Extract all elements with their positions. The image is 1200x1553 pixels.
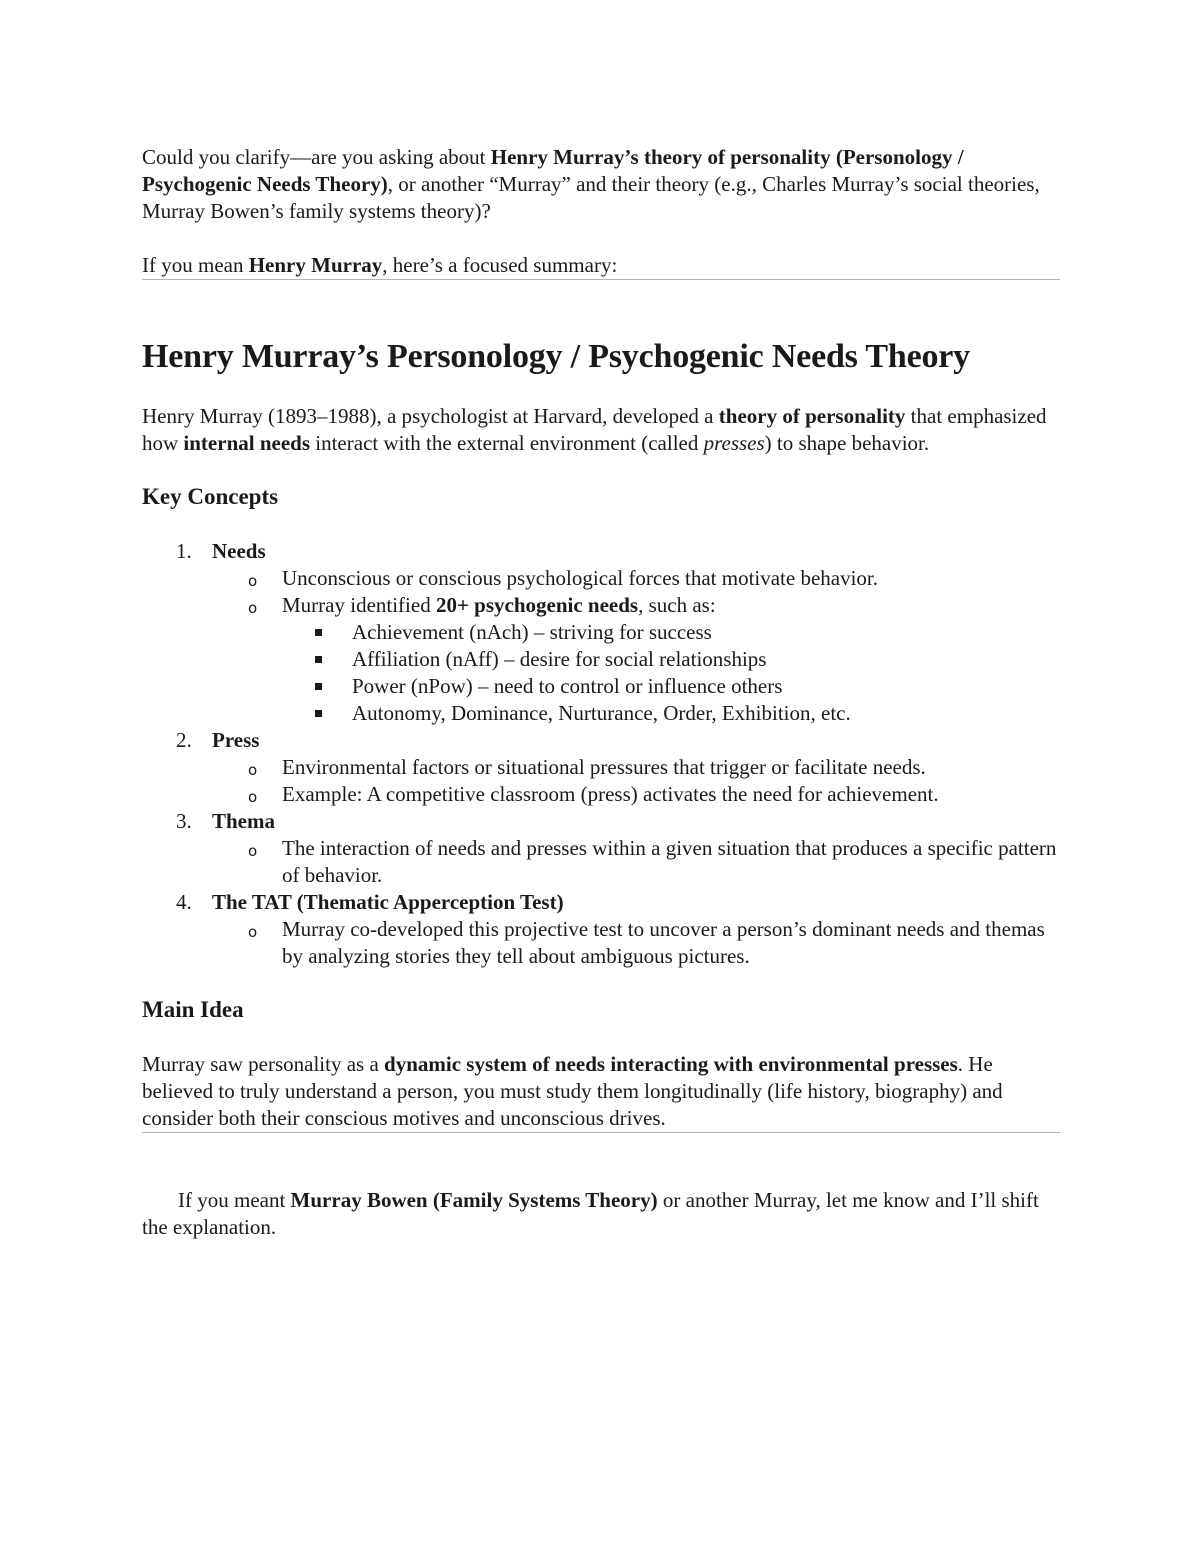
intro-bold: Henry Murray’s theory of personality (Personology / Psychogenic Needs Theory) — [142, 145, 964, 196]
concept-item-needs — [142, 538, 1060, 727]
main-heading: Henry Murray’s Personology / Psychogenic Needs Theory — [142, 338, 970, 375]
concept-sub-list — [212, 565, 1060, 727]
needs-examples-list — [282, 619, 1060, 727]
circle-bullet-icon: o — [248, 761, 258, 779]
key-concepts-heading: Key Concepts — [142, 484, 279, 509]
definition-paragraph — [142, 403, 1060, 457]
concept-sub-list — [212, 754, 1060, 808]
sub-item-text: The interaction of needs and presses within a given situation that produces a specific pattern of behavior. — [282, 836, 1057, 887]
main-idea-text-2: . He believed to truly understand a person, you must study them longitudinally (life history, biography) and consider both their conscious motives and unconscious drives. — [142, 1052, 1003, 1130]
concept-sub-list — [212, 916, 1060, 970]
concept-item-thema — [142, 808, 1060, 889]
main-idea-bold: dynamic system of needs interacting with environmental presses — [384, 1052, 958, 1076]
concept-number: 1. — [176, 539, 192, 563]
concept-item-press — [142, 727, 1060, 808]
needs-example-text: Power (nPow) – need to control or influence others — [352, 674, 783, 698]
concept-item-tat — [142, 889, 1060, 970]
horizontal-rule-bottom — [142, 1132, 1060, 1133]
needs-example-item — [282, 646, 1060, 673]
concept-number: 4. — [176, 890, 192, 914]
sub-item-text: Environmental factors or situational pressures that trigger or facilitate needs. — [282, 755, 926, 779]
square-bullet-icon — [315, 629, 322, 636]
definition-text-4: ) to shape behavior. — [764, 431, 930, 455]
document-page — [142, 140, 1060, 1241]
concept-title: The TAT (Thematic Apperception Test) — [212, 890, 564, 914]
sub-list-item — [212, 754, 1060, 781]
concept-title: Press — [212, 728, 260, 752]
intro-text-2: , or another “Murray” and their theory (e.g., Charles Murray’s social theories, Murray Bowen’s family systems theory)? — [142, 172, 1040, 223]
mean-text-2: , here’s a focused summary: — [382, 253, 618, 277]
circle-bullet-icon: o — [248, 788, 258, 806]
definition-bold: theory of personality — [718, 404, 906, 428]
mean-text: If you mean — [142, 253, 249, 277]
sub-list-item — [212, 781, 1060, 808]
sub-list-item — [212, 835, 1060, 889]
horizontal-rule-top — [142, 279, 1060, 280]
needs-example-item — [282, 619, 1060, 646]
main-idea-heading: Main Idea — [142, 997, 244, 1022]
concept-title: Needs — [212, 539, 266, 563]
concept-number: 3. — [176, 809, 192, 833]
definition-italic: presses — [703, 431, 765, 455]
definition-bold-2: internal needs — [183, 431, 311, 455]
circle-bullet-icon: o — [248, 572, 258, 590]
sub-item-text: Example: A competitive classroom (press) activates the need for achievement. — [282, 782, 939, 806]
sub-item-text: Unconscious or conscious psychological forces that motivate behavior. — [282, 566, 879, 590]
main-idea-paragraph — [142, 1051, 1060, 1132]
outro-bold: Murray Bowen (Family Systems Theory) — [290, 1188, 658, 1212]
sub-list-item — [212, 592, 1060, 727]
outro-text-2: or another Murray, let me know and I’ll shift the explanation. — [142, 1188, 1039, 1239]
square-bullet-icon — [315, 710, 322, 717]
definition-text-3: interact with the external environment (called — [310, 431, 704, 455]
concept-title: Thema — [212, 809, 275, 833]
sub-list-item — [212, 916, 1060, 970]
mean-bold: Henry Murray — [248, 253, 383, 277]
sub-item-text-2: , such as: — [638, 593, 716, 617]
sub-item-text: Murray identified — [282, 593, 436, 617]
definition-text-2: that emphasized how — [142, 404, 1047, 455]
circle-bullet-icon: o — [248, 599, 258, 617]
definition-text: Henry Murray (1893–1988), a psychologist at Harvard, developed a — [142, 404, 719, 428]
square-bullet-icon — [315, 683, 322, 690]
outro-text: If you meant — [178, 1188, 291, 1212]
if-you-mean-paragraph — [142, 252, 1060, 279]
needs-example-text: Autonomy, Dominance, Nurturance, Order, Exhibition, etc. — [352, 701, 851, 725]
needs-example-item — [282, 673, 1060, 700]
key-concepts-list — [142, 538, 1060, 970]
concept-number: 2. — [176, 728, 192, 752]
closing-paragraph — [142, 1187, 1060, 1241]
sub-item-text: Murray co-developed this projective test to uncover a person’s dominant needs and themas by analyzing stories they tell about ambiguous pictures. — [282, 917, 1045, 968]
sub-item-bold: 20+ psychogenic needs — [435, 593, 639, 617]
square-bullet-icon — [315, 656, 322, 663]
main-idea-text: Murray saw personality as a — [142, 1052, 385, 1076]
concept-sub-list — [212, 835, 1060, 889]
intro-paragraph — [142, 144, 1060, 225]
needs-example-text: Achievement (nAch) – striving for success — [352, 620, 712, 644]
needs-example-item — [282, 700, 1060, 727]
sub-list-item — [212, 565, 1060, 592]
circle-bullet-icon: o — [248, 923, 258, 941]
circle-bullet-icon: o — [248, 842, 258, 860]
intro-text: Could you clarify—are you asking about — [142, 145, 491, 169]
needs-example-text: Affiliation (nAff) – desire for social relationships — [352, 647, 767, 671]
